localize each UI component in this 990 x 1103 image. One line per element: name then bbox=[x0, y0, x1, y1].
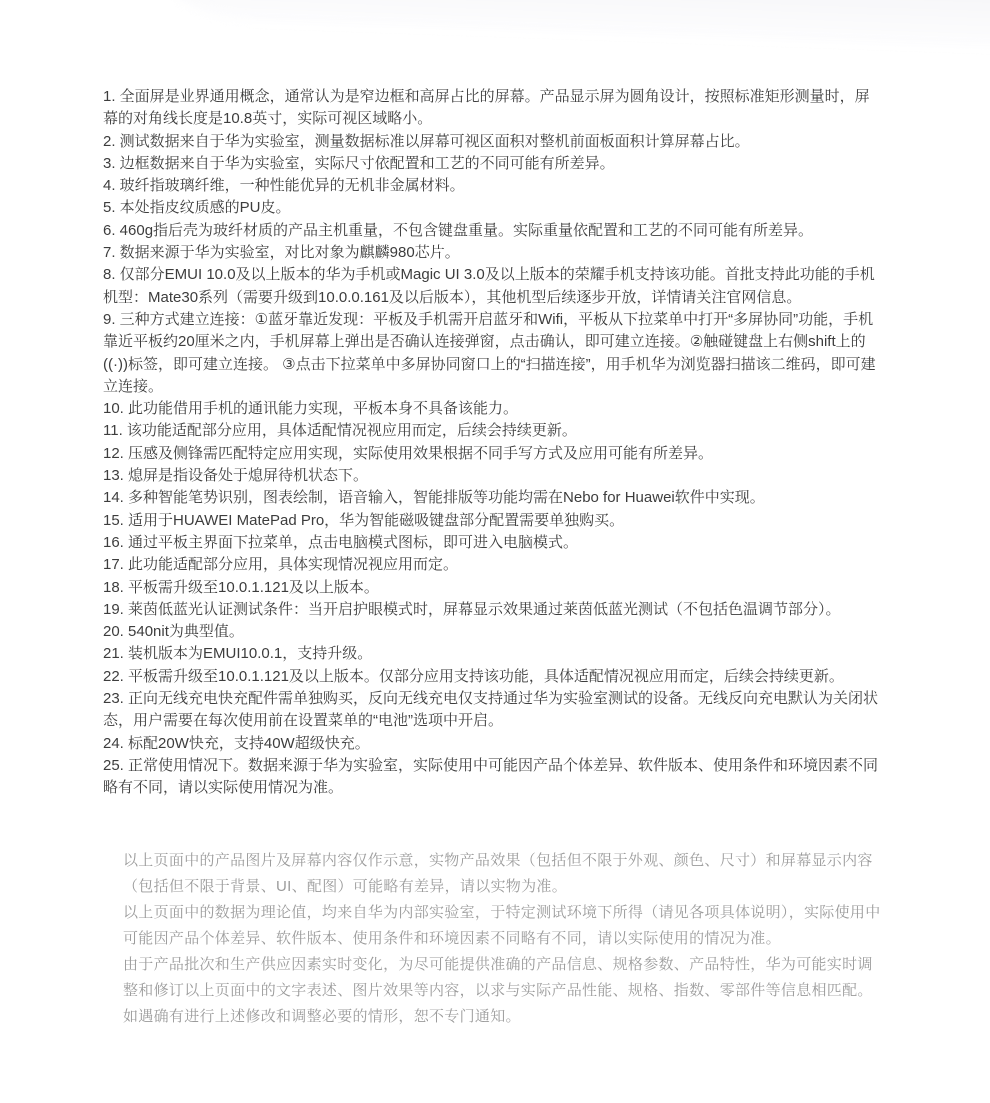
footnote-item: 24. 标配20W快充，支持40W超级快充。 bbox=[103, 734, 370, 752]
footnote-item: 13. 熄屏是指设备处于熄屏待机状态下。 bbox=[103, 467, 369, 485]
disclaimer-paragraph: 如遇确有进行上述修改和调整必要的情形，恕不专门通知。 bbox=[123, 1008, 521, 1025]
disclaimer-paragraph: 由于产品批次和生产供应因素实时变化，为尽可能提供准确的产品信息、规格参数、产品特性，华为可能实时调整和修订以上页面中的文字表述、图片效果等内容，以求与实际产品性能、规格、指数、零部件等信息相匹配。 bbox=[123, 956, 873, 999]
footnote-item: 12. 压感及侧锋需匹配特定应用实现，实际使用效果根据不同手写方式及应用可能有所差异。 bbox=[103, 444, 714, 462]
footnote-item: 19. 莱茵低蓝光认证测试条件：当开启护眼模式时，屏幕显示效果通过莱茵低蓝光测试（不包括色温调节部分）。 bbox=[103, 600, 841, 618]
footnote-item: 10. 此功能借用手机的通讯能力实现，平板本身不具备该能力。 bbox=[103, 400, 519, 418]
footnote-item: 7. 数据来源于华为实验室，对比对象为麒麟980芯片。 bbox=[103, 244, 460, 262]
footnote-item: 25. 正常使用情况下。数据来源于华为实验室，实际使用中可能因产品个体差异、软件版本、使用条件和环境因素不同略有不同，请以实际使用情况为准。 bbox=[103, 756, 879, 797]
footnote-item: 9. 三种方式建立连接：①蓝牙靠近发现：平板及手机需开启蓝牙和Wifi，平板从下拉菜单中打开“多屏协同”功能，手机靠近平板约20厘米之内，手机屏幕上弹出是否确认连接弹窗，点击确认，即可建立连接。②触碰键盘上右侧shift上的((·))标签，即可建立连接。 ③点击下拉菜单中多屏协同窗口上的“扫描连接”，用手机华为浏览器扫描该二维码，即可建立连接。 bbox=[103, 310, 876, 395]
footnote-item: 6. 460g指后壳为玻纤材质的产品主机重量，不包含键盘重量。实际重量依配置和工艺的不同可能有所差异。 bbox=[103, 221, 814, 239]
footnotes-section bbox=[103, 86, 882, 800]
footnote-item: 4. 玻纤指玻璃纤维，一种性能优异的无机非金属材料。 bbox=[103, 177, 465, 195]
footnote-item: 21. 装机版本为EMUI10.0.1，支持升级。 bbox=[103, 645, 373, 663]
footnote-item: 17. 此功能适配部分应用，具体实现情况视应用而定。 bbox=[103, 556, 459, 574]
top-gradient-decoration bbox=[0, 0, 990, 80]
footnote-item: 1. 全面屏是业界通用概念，通常认为是窄边框和高屏占比的屏幕。产品显示屏为圆角设计，按照标准矩形测量时，屏幕的对角线长度是10.8英寸，实际可视区域略小。 bbox=[103, 88, 870, 128]
footnote-item: 11. 该功能适配部分应用，具体适配情况视应用而定，后续会持续更新。 bbox=[103, 422, 577, 440]
disclaimer-paragraph: 以上页面中的产品图片及屏幕内容仅作示意，实物产品效果（包括但不限于外观、颜色、尺寸）和屏幕显示内容（包括但不限于背景、UI、配图）可能略有差异，请以实物为准。 bbox=[123, 852, 873, 895]
footnote-item: 5. 本处指皮纹质感的PU皮。 bbox=[103, 199, 291, 217]
disclaimer-paragraph: 以上页面中的数据为理论值，均来自华为内部实验室，于特定测试环境下所得（请见各项具体说明），实际使用中可能因产品个体差异、软件版本、使用条件和环境因素不同略有不同，请以实际使用的情况为准。 bbox=[123, 904, 881, 947]
footnote-item: 23. 正向无线充电快充配件需单独购买，反向无线充电仅支持通过华为实验室测试的设备。无线反向充电默认为关闭状态，用户需要在每次使用前在设置菜单的“电池”选项中开启。 bbox=[103, 690, 879, 730]
footnote-item: 18. 平板需升级至10.0.1.121及以上版本。 bbox=[103, 578, 379, 596]
footnote-item: 2. 测试数据来自于华为实验室，测量数据标准以屏幕可视区面积对整机前面板面积计算屏幕占比。 bbox=[103, 132, 750, 150]
disclaimer-section bbox=[123, 848, 887, 1030]
footnote-item: 15. 适用于HUAWEI MatePad Pro，华为智能磁吸键盘部分配置需要单独购买。 bbox=[103, 511, 625, 529]
footnote-item: 16. 通过平板主界面下拉菜单，点击电脑模式图标，即可进入电脑模式。 bbox=[103, 533, 579, 551]
footnote-item: 20. 540nit为典型值。 bbox=[103, 623, 244, 641]
footnote-item: 14. 多种智能笔势识别，图表绘制，语音输入，智能排版等功能均需在Nebo for Huawei软件中实现。 bbox=[103, 489, 765, 507]
footnote-item: 22. 平板需升级至10.0.1.121及以上版本。仅部分应用支持该功能，具体适配情况视应用而定，后续会持续更新。 bbox=[103, 667, 844, 685]
footnote-item: 8. 仅部分EMUI 10.0及以上版本的华为手机或Magic UI 3.0及以上版本的荣耀手机支持该功能。首批支持此功能的手机机型：Mate30系列（需要升级到10.0.0.161及以后版本），其他机型后续逐步开放，详情请关注官网信息。 bbox=[103, 266, 875, 306]
footnote-item: 3. 边框数据来自于华为实验室，实际尺寸依配置和工艺的不同可能有所差异。 bbox=[103, 154, 615, 172]
